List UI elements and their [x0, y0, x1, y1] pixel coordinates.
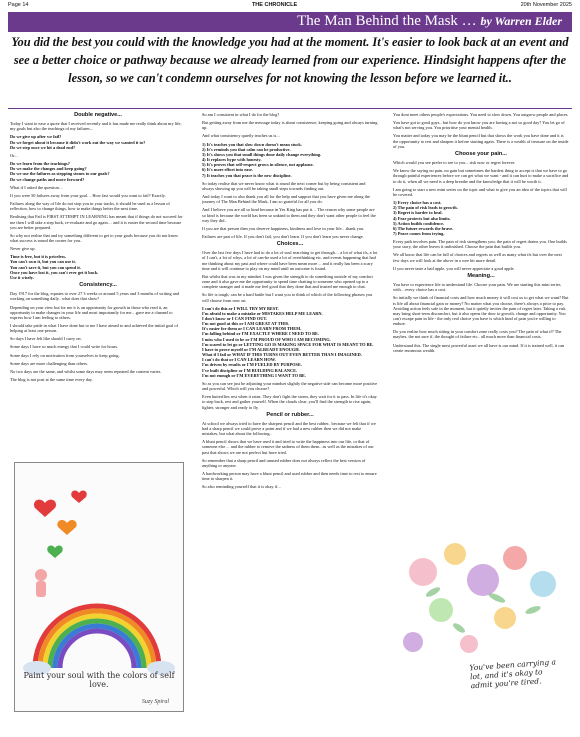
- bold-line: Do we step once we hit a dead end?: [10, 144, 76, 150]
- paragraph: If you are that person then you deserve happiness, kindness and love in your life…thank you.: [202, 225, 365, 231]
- section-heading: Consistency...: [79, 282, 117, 289]
- bold-line: It's easier for them or I CAN LEARN FROM THEM.: [202, 326, 302, 332]
- bold-list: [202, 306, 378, 378]
- section-heading: Choices...: [276, 241, 304, 248]
- paragraph: And what consistency quietly teaches us is…: [202, 133, 281, 139]
- paragraph: You have got to good guys.. but how do you know you are having a not so good day? You let go of what's not serving you. You prioritise your mental health.: [393, 120, 565, 131]
- flower-icon: [530, 571, 556, 597]
- paragraph: Over the last few days I have had to do a lot of soul searching to get through… a lot of what ifs, a lot of I can't, a lot of whys, a lot of can-be used a lot of overthinking etc. and events happening that had me thinking about my past and where could have been mean more… and it really has been a scary time and it will continue to play on my mind until an outcome is found.: [202, 250, 378, 271]
- paragraph: A blunt pencil shows that we have used it and tried to write the happiness into our life, or that of someone else… and the rubber to remove the sadness of them them.. as well as the mistakes of our past that shows we are not perfect but have tried.: [202, 439, 374, 455]
- bold-line: Time is free, but it is priceless.: [10, 254, 67, 260]
- article-byline: by Warren Elder: [480, 14, 562, 28]
- paragraph: But getting away from me the message today is about consistence, keeping going and always turning up.: [202, 120, 378, 131]
- paragraph: Every path involves pain. The pain of risk strengthens you; the pain of regret drains you. One builds your story, the other leaves it unfinished. Choose the pain that builds you.: [393, 239, 567, 250]
- paragraph: Day 1917 for the blog, equates to over 27 3 weeks or around 5 years and 3 months of writing and working on something daily.. what does that show?: [10, 291, 180, 302]
- paragraph: So why not realise that and try something different to get to your goals because you do not know what success is round the corner for you..: [10, 232, 179, 243]
- divider: [8, 108, 572, 109]
- paragraph: A hardworking person may have a blunt pencil and used rubber and then needs time to rest to ensure time to sharpen it.: [202, 471, 377, 482]
- paragraph: I am going to start a new mini series on the topic and what to give you an idea of the topics that will be covered.: [393, 186, 567, 197]
- bold-line: 3) Regret is harder to heal.: [393, 210, 443, 216]
- flower-icon: [494, 607, 516, 629]
- paragraph: We know the saying no pain, no gain but sometimes the hardest thing to accept is that we have to go through painful experiences before we can get what we want - and it can hurt to make a sacrifice and to do it, when all we need is a deep breathe and the knowledge that it will be worth it.: [393, 168, 569, 184]
- paragraph: And I believe you are all so kind because in Yes King has put it… The reason why some people are so kind is because the world has been so unkind to them and they don't want other people to feel the way they did..: [202, 207, 376, 223]
- paragraph: Failures are part of life. If you don't fail, you don't learn. If you don't learn you never change.: [202, 233, 364, 239]
- paragraph: So life is tough, can be a hard battle but I want you to think of which of the following phrases you will choose from now on.: [202, 292, 373, 303]
- paragraph: Failures along the way of life do not stop you in your tracks, it should be used as a lesson of reflection, how to change things, how to make things better the next time.: [10, 201, 170, 212]
- flower-icon: [467, 564, 499, 596]
- paragraph: If you never taste a bad apple, you will never appreciate a good apple.: [393, 265, 515, 271]
- paragraph: No two days are the same, and whilst some days may seem repeated the content varies.: [10, 368, 162, 374]
- bold-line: I'm driven by results or I'M FUELED BY PURPOSE.: [202, 362, 302, 368]
- paragraph: Today I want to ease a quote that I received recently and it has made me really think about my life, my goals but also the teachings of my failures...: [10, 121, 182, 132]
- bold-line: Do we change paths and move forward?: [10, 176, 85, 182]
- bold-line: 2) It's reminds you that calm can be productive.: [202, 146, 291, 152]
- bold-list: [10, 254, 186, 280]
- section-heading: Double negative...: [74, 112, 122, 118]
- bold-line: I can't do this or I WILL TRY MY BEST.: [202, 305, 279, 311]
- bold-line: 4) Fear protects but also limits.: [393, 215, 451, 221]
- paragraph: But whilst that was in my mindset I was given the strength to do something outside of my comfort zone and it also gave me the opportunity to spend time chatting to someone who opened up to a complete stranger and it made me feel good that they done that and trusted me enough to chat.: [202, 273, 373, 290]
- paragraph: The blog is not post at the same time every day.: [10, 377, 93, 383]
- bold-line: 5) Action builds confidence.: [393, 220, 445, 226]
- paragraph: Do you realise how much sitting in your comfort zone really costs you? The pain of what if? The maybes, the not sure if, the thought of failure etc.. all much more than financial costs.: [393, 329, 562, 340]
- bold-line: I miss who I used to be or I'M PROUD OF WHO I AM BECOMING.: [202, 336, 331, 342]
- bold-line: I'm not enough or I'M EVERYTHING I WANT TO BE.: [202, 372, 306, 378]
- flower-icon: [429, 598, 453, 622]
- heart-icon: [34, 500, 56, 517]
- bold-line: Once you have lost it, you can't ever get it back.: [10, 269, 99, 275]
- bold-line: 5) It's proves that self-respect grows in silence, not applause.: [202, 162, 314, 168]
- bold-line: 1) Every choice has a cost.: [393, 200, 442, 206]
- flower-icon: [460, 635, 478, 653]
- paragraph: So initially we think of financial costs and how much money it will cost us to get what we want? But is life all about financial gain or money? No matter what you choose, there's always a price to pay. Avoiding action feels safe in the moment, but it quietly invites the pain of regret later. Taking a risk may bring short-term discomfort, but it also opens the door to growth, change and opportunity. You can't escape pain in life - the only real choice you have is which kind of pain you're willing to endure.: [393, 295, 569, 327]
- bold-line: What if I fail or WHAT IF THIS TURNS OUT EVEN BETTER THAN I IMAGINED.: [202, 352, 362, 358]
- bold-line: 4) It replaces hype with honesty.: [202, 157, 262, 163]
- bold-line: 6) It's more effort into ease.: [202, 167, 254, 173]
- bold-line: 1) It's teaches you that slow down doesn't mean stuck.: [202, 141, 302, 147]
- paragraph: Realising that Fail is FIRST ATTEMPT IN LEARNING has meant that if things do not succeed for me then I will take a step back, re-evaluate and go again… and it is easier the second time because you are better prepared.: [10, 214, 183, 230]
- paragraph: At school we always tried to have the sharpest pencil and the best rubber.. because we felt that if we had a sharp pencil we could prove a point and if we had a new rubber then we did not make mistakes, but what about the following..: [202, 420, 376, 437]
- bold-line: I can't do that or I CAN LEARN HOW.: [202, 357, 276, 363]
- paragraph: I should take pride in what I have done but to me I have aimed to and achieved the initial goal of helping at least one person.: [10, 323, 179, 334]
- bold-line: Do we give up after we fail?: [10, 134, 62, 140]
- bold-list: [10, 134, 186, 149]
- bold-list: [10, 161, 186, 182]
- section-heading: Pencil or rubber...: [266, 411, 314, 418]
- paragraph: So days I have felt like should I carry on.: [10, 336, 82, 342]
- issue-date: 20th November 2025: [520, 2, 572, 8]
- paragraph: If you were 50 failures away from your goal… How fast would you want to fail? Exactly.: [10, 192, 166, 198]
- flower-icon: [403, 632, 423, 652]
- bold-line: I'm scared to let go or LETTING GO IS MAKING SPACE FOR WHAT IS MEANT TO BE.: [202, 341, 374, 347]
- title-banner: [8, 12, 572, 32]
- paragraph: Or...: [10, 152, 18, 158]
- paragraph: You matter and today you may be the blunt pencil but that shows the work you have done and it is the opportunity to rest and sharpen it before starting again. There is a wealth of treasure on the inside of you.: [393, 133, 569, 149]
- paragraph: You have to experience life to understand life. Choose your pain. We are starting this mini series with…every choice has a cost.: [393, 282, 561, 293]
- art-caption: Paint your soul with the colors of self love.: [23, 671, 175, 689]
- bold-line: You can't own it, but you can use it.: [10, 259, 76, 265]
- bold-line: Do we learn from the teachings?: [10, 161, 70, 167]
- bold-line: I have to prove myself or I'M ALREADY ENOUGH.: [202, 346, 300, 352]
- bold-list: [202, 142, 378, 178]
- paragraph: So today realise that we never know what is round the next corner but by being consistent and always showing up you will be taking small steps towards finding out.: [202, 180, 366, 191]
- handwritten-note: You've been carrying a lot, and it's okay to admit you're tired.: [469, 657, 557, 691]
- paragraph: Which would you see prefer to see to you…risk now or regret forever.: [393, 160, 516, 166]
- section-heading: Choose your pain...: [455, 150, 507, 157]
- bold-line: 6) The future rewards the brave.: [393, 225, 454, 231]
- bold-line: Do we make the changes and keep going?: [10, 166, 87, 172]
- paragraph: So also reminding yourself that it is okay if…: [202, 484, 282, 490]
- article-title-row: [297, 13, 562, 30]
- paragraph: So am I consistent in what I do for the blog?: [202, 112, 280, 117]
- paragraph: Depending on your view but for me it is an opportunity for growth in those who read it, an opportunity to make changes in your life and most importantly for me…gave me a channel to express how I am feeling to others.: [10, 304, 173, 320]
- bold-line: I've built discipline or I'M BUILDING BALANCE.: [202, 367, 298, 373]
- flower-icon: [409, 558, 437, 586]
- bold-line: I'm falling behind or I'M EXACTLY WHERE I NEED TO BE.: [202, 331, 320, 337]
- bold-line: 7) It teaches you that peace is the new discipline.: [202, 172, 292, 178]
- bold-line: 7) Peace comes from trying.: [393, 230, 445, 236]
- flower-icon: [503, 546, 527, 570]
- heart-icon: [57, 520, 76, 535]
- flowers-art: [393, 532, 569, 728]
- bold-line: 3) It's shows you that small things done daily change everything.: [202, 151, 322, 157]
- pull-quote: You did the best you could with the knowledge you had at the moment. It's easier to look back at an event and see a better choice or pathway because we already learned from our experience. Hindsight happens after the lesson, so we can't condemn ourselves for not knowing the lesson before we learned it..: [11, 35, 569, 85]
- paragraph: Even butterflies rest when it rains. They don't fight the storm, they wait for it to pass. In life it's okay to step back, rest and gather yourself. When the clouds clear, you'll find the strength to rise again, lighter, stronger and ready to fly.: [202, 394, 377, 410]
- bold-line: Do we use the failures as stepping stones to our goals?: [10, 171, 110, 177]
- bold-line: I don't know or I CAN FIND OUT.: [202, 316, 268, 321]
- paragraph: Understand this. The single most powerful asset we all have is our mind. If it is trained well, it can create enormous wealth.: [393, 342, 565, 353]
- bold-line: You can't save it, but you can spend it.: [10, 264, 81, 270]
- bold-line: I'm not good at this or I AM GREAT AT THIS.: [202, 321, 290, 327]
- paragraph: So remember that a sharp pencil and unused rubber does not always reflect the best version of anything or anyone.: [202, 457, 366, 468]
- page-header: [8, 2, 572, 12]
- article-title: The Man Behind the Mask …: [297, 13, 477, 29]
- bold-line: Use it wisely.: [10, 274, 34, 280]
- rainbow-arcs: [35, 606, 159, 668]
- bold-list: [393, 200, 569, 236]
- column-2: [202, 112, 378, 727]
- flower-icon: [444, 543, 466, 565]
- paragraph: Never give up.: [10, 246, 36, 252]
- rainbow-illustration: [14, 462, 184, 712]
- art-signature: Suzy Spiral: [141, 699, 169, 705]
- paragraph: Some days are more challenging than others.: [10, 360, 89, 366]
- paper-name: THE CHRONICLE: [251, 2, 298, 8]
- paragraph: So as you can see just be adjusting your mindset slightly the negative side can become more positive and powerful. Which will you choose?: [202, 380, 378, 392]
- watercolor-flowers: [393, 532, 569, 728]
- bold-line: 2) The pain of risk leads to growth.: [393, 205, 458, 211]
- section-heading: Meaning...: [467, 272, 495, 279]
- paragraph: Some days I rely on motivation from yourselves to keep going.: [10, 352, 120, 358]
- heart-icon: [47, 545, 62, 558]
- bold-line: I'm afraid to make a mistake or MISTAKES HELP ME LEARN.: [202, 310, 323, 316]
- heart-icon: [71, 490, 86, 503]
- paragraph: And today I want to also thank you all for the help and support that you have given me along the journey of The Man Behind the Mask, I am so grateful for all you do.: [202, 194, 370, 205]
- page-number: Page 14: [8, 2, 29, 8]
- person-icon: [35, 569, 47, 597]
- paragraph: Some days I have so much energy that I could write for hours.: [10, 344, 119, 350]
- bold-line: Do we forget about it because it didn't work out the way we wanted it to?: [10, 139, 146, 145]
- paragraph: What if I asked the question…: [10, 184, 64, 190]
- paragraph: You dont meet others people's expectations. You need to slow down. You outgrow people and places.: [393, 112, 569, 117]
- paragraph: We all know that life can be full of choices and regrets as well as many what ifs but over the next few days we will look at the above in a wee bit more detail.: [393, 252, 562, 263]
